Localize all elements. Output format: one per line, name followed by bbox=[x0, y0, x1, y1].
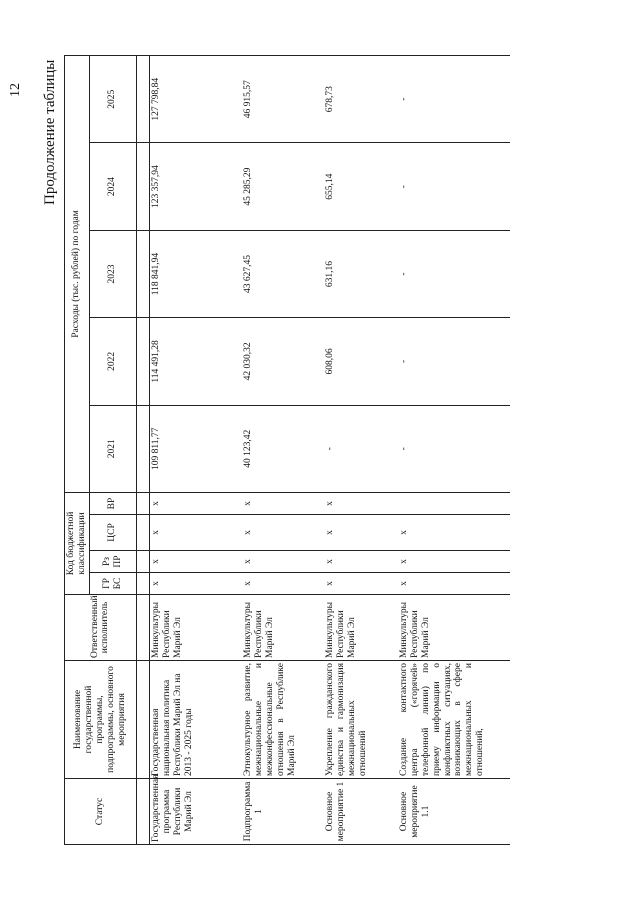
row-value: 45 285,29 bbox=[242, 143, 324, 230]
row-rzpr: x bbox=[149, 551, 242, 573]
row-value: 114 491,28 bbox=[149, 318, 242, 405]
header-budget-code: Код бюджетной классификации bbox=[65, 492, 90, 594]
row-status: Государственная программа Республики Марий Эл bbox=[149, 779, 242, 845]
row-value: - bbox=[324, 405, 398, 492]
table-row bbox=[398, 56, 510, 845]
row-value: 608,06 bbox=[324, 318, 398, 405]
row-rzpr: x bbox=[324, 551, 398, 573]
continuation-title: Продолжение таблицы bbox=[42, 59, 58, 205]
row-csr: x bbox=[149, 515, 242, 551]
row-status: Основное мероприятие 1 bbox=[324, 779, 398, 845]
header-rzpr: Рз ПР bbox=[89, 551, 136, 573]
row-value: 123 357,94 bbox=[149, 143, 242, 230]
row-executor: Минкультуры Республики Марий Эл bbox=[242, 595, 324, 661]
column-number bbox=[136, 143, 149, 230]
column-number bbox=[136, 661, 149, 779]
row-value: - bbox=[398, 318, 510, 405]
column-number bbox=[136, 551, 149, 573]
table-row bbox=[149, 56, 242, 845]
header-year: 2023 bbox=[89, 230, 136, 317]
row-value: 118 841,94 bbox=[149, 230, 242, 317]
row-value: - bbox=[398, 143, 510, 230]
column-number bbox=[136, 492, 149, 514]
row-grbs: x bbox=[149, 573, 242, 595]
column-number bbox=[136, 318, 149, 405]
row-name: Создание контактного центра («горячей» телефонной линии) по приему информации о конфликтных ситуациях, возникающих в сфере межнациональных и отношений, bbox=[398, 661, 510, 779]
row-value: 655,14 bbox=[324, 143, 398, 230]
row-vr: x bbox=[149, 492, 242, 514]
row-executor: Минкультуры Республики Марий Эл bbox=[149, 595, 242, 661]
row-executor: Минкультуры Республики Марий Эл bbox=[398, 595, 510, 661]
header-year: 2024 bbox=[89, 143, 136, 230]
row-executor: Минкультуры Республики Марий Эл bbox=[324, 595, 398, 661]
header-name: Наименование государственной программы, подпрограммы, основного мероприятия bbox=[65, 661, 137, 779]
budget-table bbox=[64, 55, 510, 845]
column-number bbox=[136, 405, 149, 492]
row-name: Укрепление гражданского единства и гармонизация межнациональных отношений bbox=[324, 661, 398, 779]
header-vr: ВР bbox=[89, 492, 136, 514]
row-value: 43 627,45 bbox=[242, 230, 324, 317]
row-csr: x bbox=[242, 515, 324, 551]
row-value: - bbox=[398, 56, 510, 143]
row-value: 631,16 bbox=[324, 230, 398, 317]
header-expenses: Расходы (тыс. рублей) по годам bbox=[65, 56, 90, 493]
row-vr: x bbox=[324, 492, 398, 514]
row-value: 678,73 bbox=[324, 56, 398, 143]
header-csr: ЦСР bbox=[89, 515, 136, 551]
header-status: Статус bbox=[65, 779, 137, 845]
column-number bbox=[136, 595, 149, 661]
header-grbs: ГР БС bbox=[89, 573, 136, 595]
row-grbs: x bbox=[242, 573, 324, 595]
header-year: 2025 bbox=[89, 56, 136, 143]
header-year: 2021 bbox=[89, 405, 136, 492]
row-value: - bbox=[398, 230, 510, 317]
row-csr: x bbox=[324, 515, 398, 551]
column-number bbox=[136, 230, 149, 317]
row-value: 42 030,32 bbox=[242, 318, 324, 405]
row-rzpr: x bbox=[242, 551, 324, 573]
row-value: 40 123,42 bbox=[242, 405, 324, 492]
row-grbs: x bbox=[324, 573, 398, 595]
row-csr: x bbox=[398, 515, 510, 551]
page-number: 12 bbox=[8, 83, 23, 97]
row-name: Этнокультурное развитие, межнациональные и межконфессиональные отношения в Республике Марий Эл bbox=[242, 661, 324, 779]
row-name: Государственная национальная политика Республики Марий Эл на 2013 - 2025 годы bbox=[149, 661, 242, 779]
column-number bbox=[136, 779, 149, 845]
row-value: 127 798,84 bbox=[149, 56, 242, 143]
row-status: Основное мероприятие 1.1 bbox=[398, 779, 510, 845]
row-grbs: x bbox=[398, 573, 510, 595]
header-executor: Ответственный исполнитель bbox=[65, 595, 137, 661]
row-vr: x bbox=[242, 492, 324, 514]
table-row bbox=[324, 56, 398, 845]
table-row bbox=[242, 56, 324, 845]
row-value: - bbox=[398, 405, 510, 492]
row-vr bbox=[398, 492, 510, 514]
row-rzpr: x bbox=[398, 551, 510, 573]
row-value: 46 915,57 bbox=[242, 56, 324, 143]
row-status: Подпрограмма 1 bbox=[242, 779, 324, 845]
header-year: 2022 bbox=[89, 318, 136, 405]
column-number bbox=[136, 56, 149, 143]
column-number bbox=[136, 573, 149, 595]
row-value: 109 811,77 bbox=[149, 405, 242, 492]
column-number bbox=[136, 515, 149, 551]
